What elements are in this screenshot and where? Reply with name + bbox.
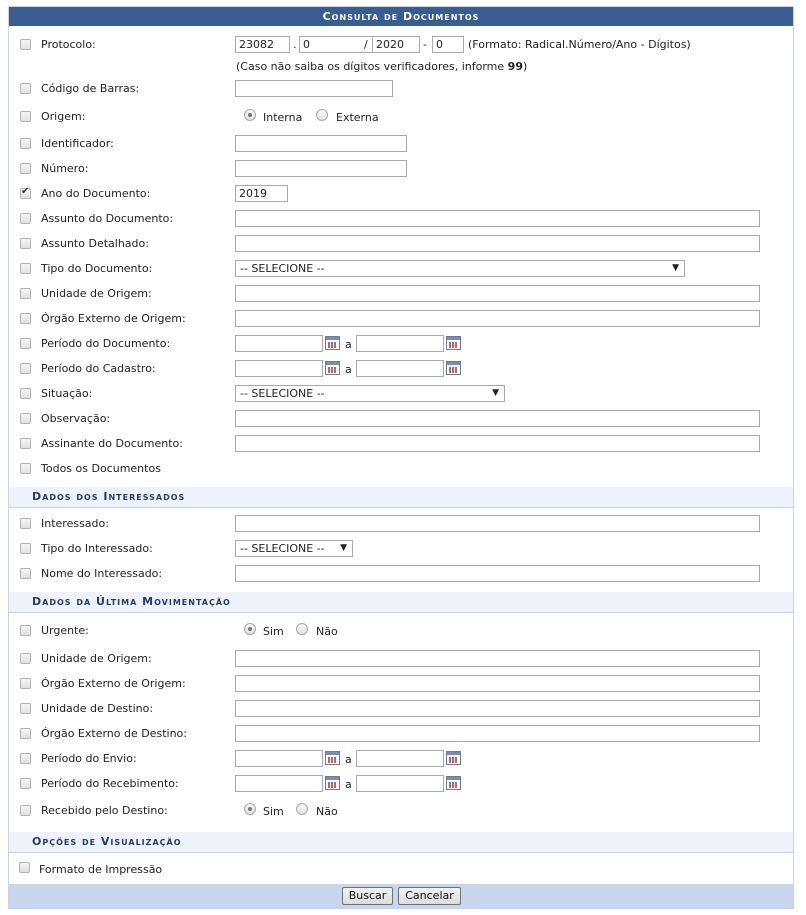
origem-externa-label: Externa [336,111,379,124]
range-sep: a [345,753,352,766]
interessado-checkbox[interactable] [20,518,31,529]
tipo-interessado-value: -- SELECIONE -- [240,542,325,555]
tipo-interessado-select[interactable] [235,540,353,557]
assunto-documento-label: Assunto do Documento: [41,212,174,225]
mov-orgao-origem-input[interactable] [235,675,760,692]
periodo-envio-end-input[interactable] [356,750,444,767]
search-form [8,6,794,909]
recebido-checkbox[interactable] [20,805,31,816]
situacao-value: -- SELECIONE -- [240,387,325,400]
protocolo-radical-input[interactable]: 23082 [235,36,290,53]
formato-label: Formato de Impressão [39,863,163,876]
range-sep: a [345,338,352,351]
urgente-sim-radio[interactable] [244,623,256,635]
row-unidade-origem [9,284,793,306]
row-periodo-envio [9,749,793,771]
urgente-nao-label: Não [316,625,338,638]
periodo-cadastro-label: Período do Cadastro: [41,362,156,375]
row-mov-orgao-origem [9,674,793,696]
numero-checkbox[interactable] [20,163,31,174]
nome-interessado-label: Nome do Interessado: [41,567,163,580]
origem-externa-radio[interactable] [316,109,328,121]
periodo-documento-end-input[interactable] [356,335,444,352]
row-assunto-documento [9,209,793,231]
mov-orgao-origem-label: Órgão Externo de Origem: [41,677,186,690]
row-assinante [9,434,793,456]
todos-label: Todos os Documentos [41,462,161,475]
row-assunto-detalhado [9,234,793,256]
orgao-externo-origem-label: Órgão Externo de Origem: [41,312,186,325]
assinante-label: Assinante do Documento: [41,437,183,450]
row-todos [9,459,793,481]
identificador-label: Identificador: [41,137,114,150]
mov-orgao-destino-checkbox[interactable] [20,728,31,739]
observacao-checkbox[interactable] [20,413,31,424]
unidade-origem-label: Unidade de Origem: [41,287,152,300]
nome-interessado-input[interactable] [235,565,760,582]
chevron-down-icon: ▼ [492,388,499,398]
identificador-input[interactable] [235,135,407,152]
row-protocolo [9,35,793,57]
codigo-barras-checkbox[interactable] [20,83,31,94]
mov-unidade-destino-label: Unidade de Destino: [41,702,154,715]
assinante-input[interactable] [235,435,760,452]
unidade-origem-input[interactable] [235,285,760,302]
protocolo-sep-dot: . [293,38,297,51]
protocolo-sep-dash: - [423,38,427,51]
urgente-nao-radio[interactable] [296,623,308,635]
row-nome-interessado [9,564,793,586]
row-mov-unidade-destino [9,699,793,721]
calendar-icon[interactable] [325,361,340,375]
protocolo-ano-input[interactable]: 2020 [372,36,420,53]
cancelar-button[interactable]: Cancelar [398,887,461,905]
situacao-select[interactable] [235,385,505,402]
calendar-icon[interactable] [325,751,340,765]
observacao-label: Observação: [41,412,111,425]
row-tipo-documento [9,259,793,281]
range-sep: a [345,363,352,376]
section-interessados: Dados dos Interessados [9,487,793,508]
row-protocolo-hint [9,57,793,75]
ano-documento-label: Ano do Documento: [41,187,151,200]
mov-unidade-origem-input[interactable] [235,650,760,667]
interessado-input[interactable] [235,515,760,532]
periodo-envio-start-input[interactable] [235,750,323,767]
row-situacao [9,384,793,406]
periodo-documento-start-input[interactable] [235,335,323,352]
urgente-sim-label: Sim [263,625,284,638]
origem-label: Origem: [41,110,86,123]
unidade-origem-checkbox[interactable] [20,288,31,299]
situacao-checkbox[interactable] [20,388,31,399]
protocolo-digitos-input[interactable]: 0 [432,36,464,53]
assunto-documento-input[interactable] [235,210,760,227]
periodo-documento-checkbox[interactable] [20,338,31,349]
assunto-detalhado-label: Assunto Detalhado: [41,237,149,250]
codigo-barras-input[interactable] [235,80,393,97]
row-origem [9,107,793,129]
calendar-icon[interactable] [446,336,461,350]
protocolo-hint [236,60,527,73]
calendar-icon[interactable] [325,336,340,350]
numero-input[interactable] [235,160,407,177]
protocolo-checkbox[interactable] [20,39,31,50]
range-sep: a [345,778,352,791]
assunto-detalhado-input[interactable] [235,235,760,252]
periodo-envio-checkbox[interactable] [20,753,31,764]
periodo-cadastro-start-input[interactable] [235,360,323,377]
orgao-externo-origem-input[interactable] [235,310,760,327]
mov-orgao-destino-input[interactable] [235,725,760,742]
calendar-icon[interactable] [446,751,461,765]
protocolo-sep-slash: / [364,38,368,51]
formato-checkbox[interactable] [19,862,30,873]
recebido-nao-radio[interactable] [296,803,308,815]
section-movimentacao: Dados da Última Movimentação [9,592,793,613]
chevron-down-icon: ▼ [672,263,679,273]
tipo-documento-value: -- SELECIONE -- [240,262,325,275]
mov-unidade-origem-checkbox[interactable] [20,653,31,664]
hint-prefix: (Caso não saiba os dígitos verificadores, informe [236,60,508,73]
periodo-documento-label: Período do Documento: [41,337,171,350]
tipo-interessado-checkbox[interactable] [20,543,31,554]
protocolo-label: Protocolo: [41,38,96,51]
protocolo-format-hint: (Formato: Radical.Número/Ano - Dígitos) [468,38,691,51]
row-periodo-recebimento [9,774,793,796]
assunto-documento-checkbox[interactable] [20,213,31,224]
recebido-sim-radio[interactable] [244,803,256,815]
ano-documento-input[interactable]: 2019 [235,185,288,202]
recebido-nao-label: Não [316,805,338,818]
row-numero [9,159,793,181]
row-identificador [9,134,793,156]
row-observacao [9,409,793,431]
tipo-documento-label: Tipo do Documento: [41,262,153,275]
observacao-input[interactable] [235,410,760,427]
identificador-checkbox[interactable] [20,138,31,149]
form-footer [9,884,793,908]
codigo-barras-label: Código de Barras: [41,82,140,95]
calendar-icon[interactable] [446,361,461,375]
calendar-icon[interactable] [446,776,461,790]
periodo-recebimento-end-input[interactable] [356,775,444,792]
buscar-button[interactable]: Buscar [342,887,393,905]
periodo-recebimento-start-input[interactable] [235,775,323,792]
row-mov-orgao-destino [9,724,793,746]
mov-orgao-origem-checkbox[interactable] [20,678,31,689]
tipo-interessado-label: Tipo do Interessado: [41,542,153,555]
hint-suffix: ) [522,60,528,73]
row-urgente [9,621,793,643]
mov-unidade-origem-label: Unidade de Origem: [41,652,152,665]
tipo-documento-select[interactable] [235,260,685,277]
origem-interna-label: Interna [263,111,303,124]
mov-unidade-destino-checkbox[interactable] [20,703,31,714]
urgente-checkbox[interactable] [20,625,31,636]
periodo-recebimento-label: Período do Recebimento: [41,777,179,790]
row-recebido [9,801,793,823]
assunto-detalhado-checkbox[interactable] [20,238,31,249]
orgao-externo-origem-checkbox[interactable] [20,313,31,324]
row-ano-documento [9,184,793,206]
row-mov-unidade-origem [9,649,793,671]
periodo-cadastro-checkbox[interactable] [20,363,31,374]
todos-checkbox[interactable] [20,463,31,474]
row-codigo-barras [9,79,793,101]
row-periodo-documento [9,334,793,356]
row-orgao-externo-origem [9,309,793,331]
periodo-recebimento-checkbox[interactable] [20,778,31,789]
mov-orgao-destino-label: Órgão Externo de Destino: [41,727,187,740]
situacao-label: Situação: [41,387,93,400]
origem-interna-radio[interactable] [244,109,256,121]
mov-unidade-destino-input[interactable] [235,700,760,717]
form-title: Consulta de Documentos [9,7,793,26]
numero-label: Número: [41,162,89,175]
periodo-cadastro-end-input[interactable] [356,360,444,377]
urgente-label: Urgente: [41,624,89,637]
assinante-checkbox[interactable] [20,438,31,449]
tipo-documento-checkbox[interactable] [20,263,31,274]
ano-documento-checkbox[interactable] [20,188,31,199]
section-visualizacao: Opções de Visualização [9,832,793,853]
row-periodo-cadastro [9,359,793,381]
row-formato [9,859,793,881]
periodo-envio-label: Período do Envio: [41,752,137,765]
row-tipo-interessado [9,539,793,561]
chevron-down-icon: ▼ [340,543,347,553]
hint-bold: 99 [507,60,523,73]
nome-interessado-checkbox[interactable] [20,568,31,579]
recebido-sim-label: Sim [263,805,284,818]
calendar-icon[interactable] [325,776,340,790]
protocolo-numero-input[interactable]: 0 [299,36,388,53]
interessado-label: Interessado: [41,517,109,530]
row-interessado [9,514,793,536]
origem-checkbox[interactable] [20,111,31,122]
recebido-label: Recebido pelo Destino: [41,804,168,817]
